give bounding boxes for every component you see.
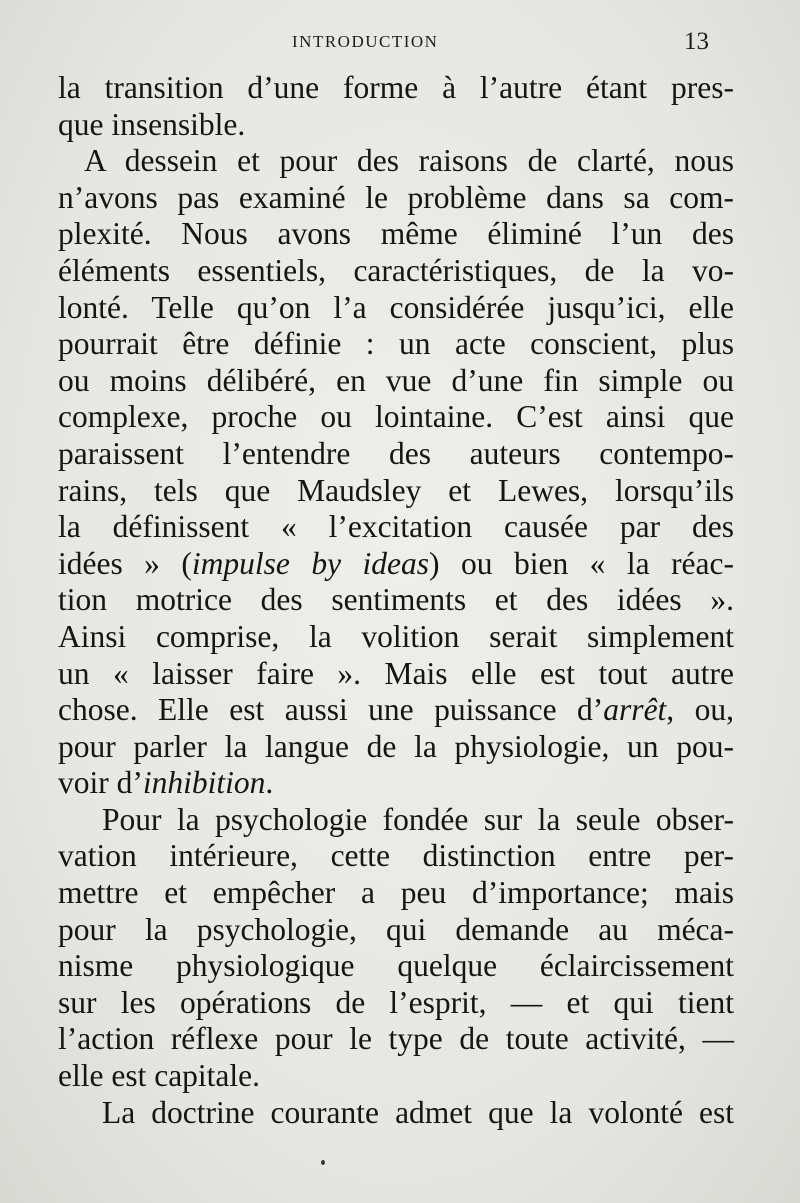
text-line: elle est capitale.: [58, 1058, 261, 1094]
text-line: que insensible.: [58, 106, 246, 142]
text-line: n’avons pas examiné le problème dans sa com-: [58, 179, 734, 215]
paragraph-start-line: A dessein et pour des raisons de clarté, nous: [84, 143, 734, 179]
text-line: nisme physiologique quelque éclaircissement: [58, 948, 734, 984]
paragraph-start-line: La doctrine courante admet que la volonté est: [102, 1094, 734, 1130]
text-line: la définissent « l’excitation causée par des: [58, 509, 734, 545]
text-line: ou moins délibéré, en vue d’une fin simple ou: [58, 362, 734, 398]
running-head-title: INTRODUCTION: [292, 32, 439, 51]
text-line: un « laisser faire ». Mais elle est tout autre: [58, 655, 734, 691]
running-head: [0, 28, 800, 56]
text-line: tion motrice des sentiments et des idées ».: [58, 582, 734, 618]
text-line: mettre et empêcher a peu d’importance; mais: [58, 875, 734, 911]
text-line: pourrait être définie : un acte conscient, plus: [58, 326, 734, 362]
text-line: paraissent l’entendre des auteurs contempo-: [58, 435, 734, 471]
text-line: rains, tels que Maudsley et Lewes, lorsqu’ils: [58, 472, 734, 508]
italic-word: inhibition: [142, 765, 266, 801]
text-line: complexe, proche ou lointaine. C’est ainsi que: [58, 399, 734, 435]
text-line: plexité. Nous avons même éliminé l’un des: [58, 216, 734, 252]
page-number: 13: [684, 28, 709, 55]
text-line-with-italic: [58, 765, 734, 802]
text-line: pour la psychologie, qui demande au méca-: [58, 911, 734, 947]
text-run: .: [265, 765, 274, 801]
text-line: la transition d’une forme à l’autre étant pres-: [58, 70, 734, 105]
body-text: [58, 70, 734, 1131]
text-line: pour parler la langue de la physiologie, un pou-: [58, 728, 734, 764]
text-line-with-italic: [58, 692, 734, 729]
italic-word: arrêt: [603, 692, 667, 728]
text-run: idées » (: [58, 545, 192, 581]
text-line: l’action réflexe pour le type de toute activité, —: [58, 1021, 734, 1057]
text-line: sur les opérations de l’esprit, — et qui tient: [58, 984, 734, 1020]
text-run: ) ou bien « la réac-: [429, 545, 734, 581]
text-line-with-italic: [58, 546, 734, 583]
italic-phrase: impulse by ideas: [191, 545, 430, 581]
text-run: voir d’: [58, 765, 143, 801]
paragraph-start-line: Pour la psychologie fondée sur la seule obser-: [102, 801, 734, 837]
text-line: lonté. Telle qu’on l’a considérée jusqu’ici, elle: [58, 289, 734, 325]
text-line: Ainsi comprise, la volition serait simplement: [58, 618, 734, 654]
text-run: , ou,: [666, 692, 735, 728]
print-speck: [321, 1160, 325, 1165]
text-line: vation intérieure, cette distinction entre per-: [58, 838, 734, 874]
text-line: éléments essentiels, caractéristiques, de la vo-: [58, 252, 734, 288]
text-run: chose. Elle est aussi une puissance d’: [58, 692, 604, 728]
